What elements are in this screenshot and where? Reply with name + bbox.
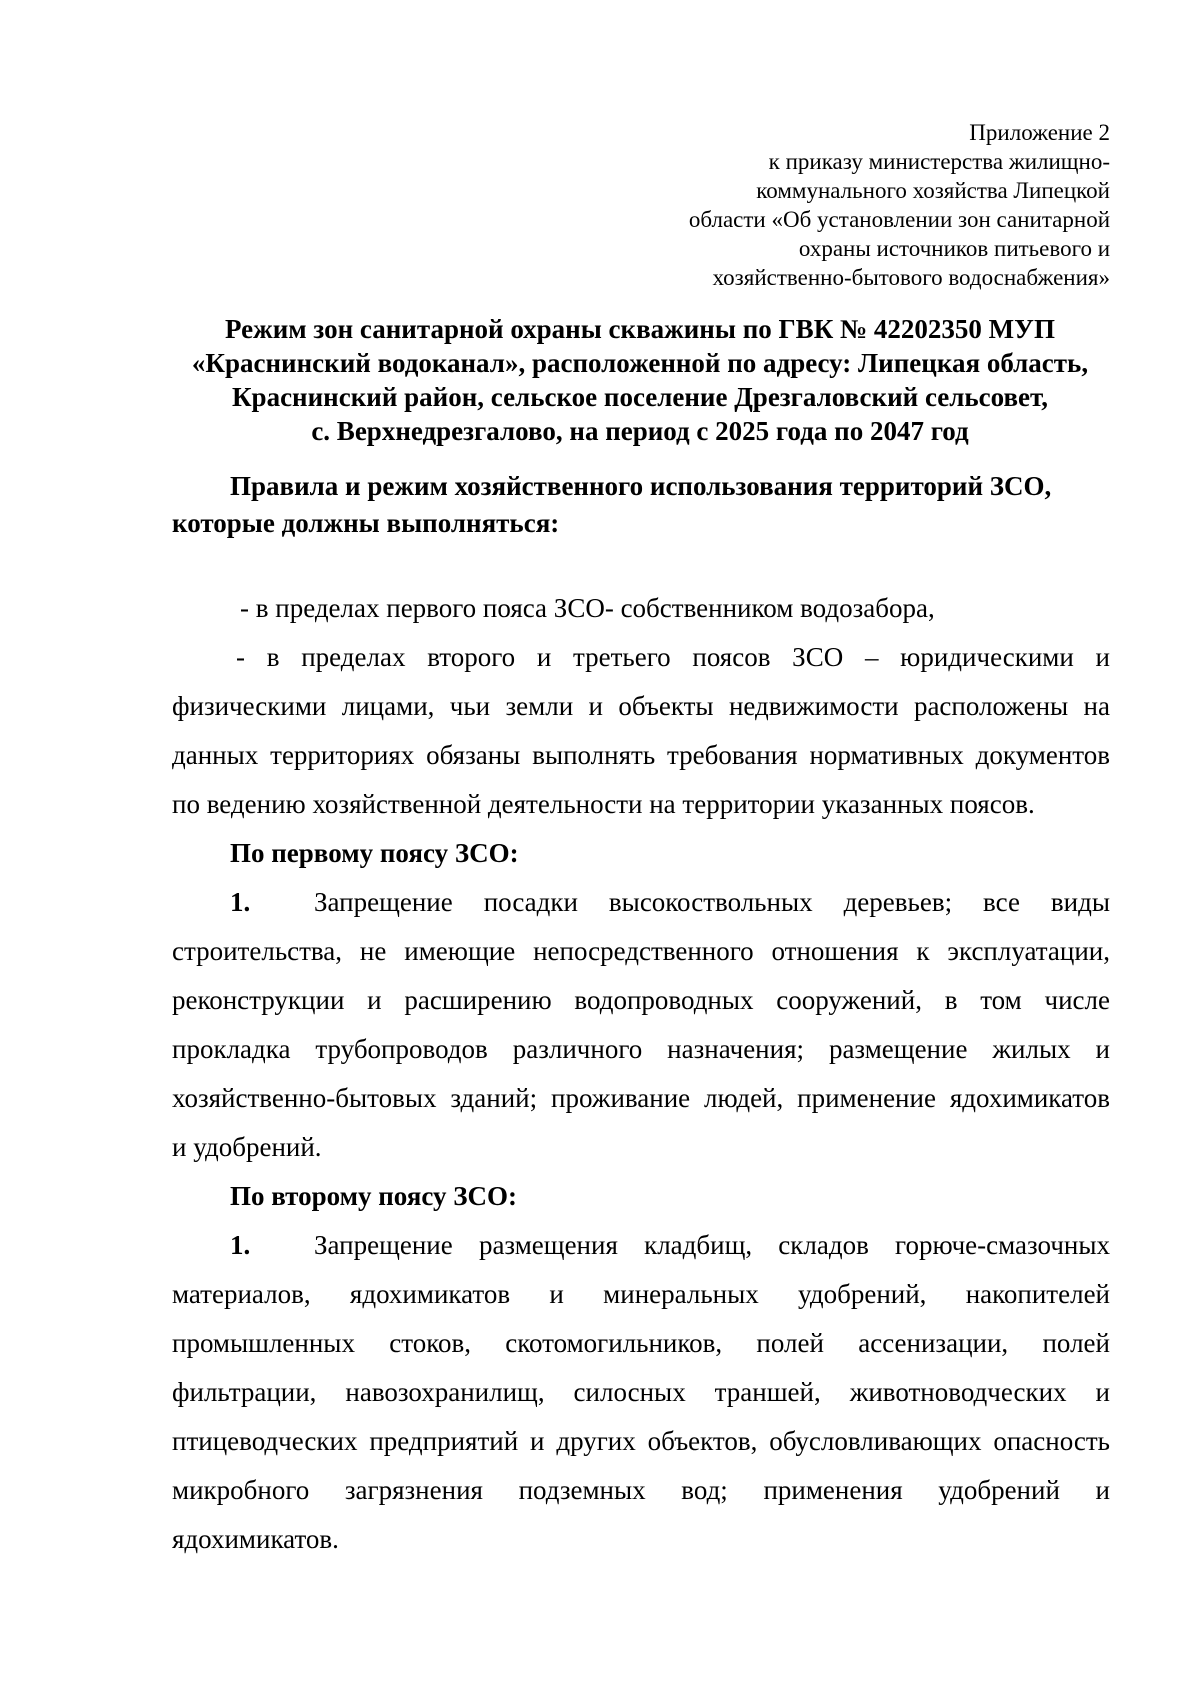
- item-line: ядохимикатов.: [172, 1524, 339, 1554]
- item-number: 1.: [230, 1230, 251, 1260]
- title-line: Краснинский район, сельское поселение Дрезгаловский сельсовет,: [231, 382, 1049, 412]
- title-line: «Краснинский водоканал», расположенной по адресу: Липецкая область,: [191, 348, 1089, 378]
- appendix-line: коммунального хозяйства Липецкой: [756, 178, 1110, 203]
- item-line: Запрещение размещения кладбищ, складов горюче-смазочных: [314, 1230, 1110, 1260]
- item-line: прокладка трубопроводов различного назначения; размещение жилых и: [172, 1034, 1110, 1064]
- title-line: Режим зон санитарной охраны скважины по ГВК № 42202350 МУП: [225, 314, 1055, 344]
- item-line: строительства, не имеющие непосредственного отношения к эксплуатации,: [172, 936, 1110, 966]
- item-number: 1.: [230, 887, 251, 917]
- zone1-item: [172, 878, 1110, 1172]
- bullet-line: - в пределах второго и третьего поясов ЗСО – юридическими и: [236, 642, 1110, 672]
- bullet-line: физическими лицами, чьи земли и объекты недвижимости расположены на: [172, 691, 1110, 721]
- rules-heading-line: которые должны выполняться:: [172, 508, 560, 538]
- bullet-first-zone: [172, 584, 1110, 633]
- item-line: Запрещение посадки высокоствольных деревьев; все виды: [314, 887, 1110, 917]
- title-line: с. Верхнедрезгалово, на период с 2025 года по 2047 год: [311, 416, 969, 446]
- item-line: и удобрений.: [172, 1132, 322, 1162]
- item-line: материалов, ядохимикатов и минеральных удобрений, накопителей: [172, 1279, 1110, 1309]
- appendix-line: охраны источников питьевого и: [798, 236, 1110, 261]
- bullet-text: - в пределах первого пояса ЗСО- собственником водозабора,: [240, 593, 935, 623]
- document-title: [170, 312, 1110, 448]
- item-line: фильтрации, навозохранилищ, силосных траншей, животноводческих и: [172, 1377, 1110, 1407]
- bullet-line: по ведению хозяйственной деятельности на территории указанных поясов.: [172, 789, 1035, 819]
- bullet-second-third-zones: [172, 633, 1110, 829]
- appendix-line: к приказу министерства жилищно-: [768, 149, 1110, 174]
- zone2-item: [172, 1221, 1110, 1564]
- zone1-heading: По первому поясу ЗСО:: [230, 838, 519, 868]
- item-line: реконструкции и расширению водопроводных сооружений, в том числе: [172, 985, 1110, 1015]
- item-first-line: [172, 878, 1110, 927]
- appendix-line: Приложение 2: [969, 120, 1110, 145]
- appendix-line: области «Об установлении зон санитарной: [688, 207, 1110, 232]
- appendix-line: хозяйственно-бытового водоснабжения»: [712, 265, 1110, 290]
- item-line: промышленных стоков, скотомогильников, полей ассенизации, полей: [172, 1328, 1110, 1358]
- item-line: микробного загрязнения подземных вод; применения удобрений и: [172, 1475, 1110, 1505]
- document-body: [172, 468, 1110, 1564]
- item-first-line: [172, 1221, 1110, 1270]
- bullet-line: данных территориях обязаны выполнять требования нормативных документов: [172, 740, 1110, 770]
- rules-heading-line: Правила и режим хозяйственного использования территорий ЗСО,: [230, 471, 1052, 501]
- appendix-header: [590, 118, 1110, 292]
- item-line: птицеводческих предприятий и других объектов, обусловливающих опасность: [172, 1426, 1110, 1456]
- zone2-heading: По второму поясу ЗСО:: [230, 1181, 517, 1211]
- item-line: хозяйственно-бытовых зданий; проживание людей, применение ядохимикатов: [172, 1083, 1110, 1113]
- rules-heading: [172, 468, 1110, 542]
